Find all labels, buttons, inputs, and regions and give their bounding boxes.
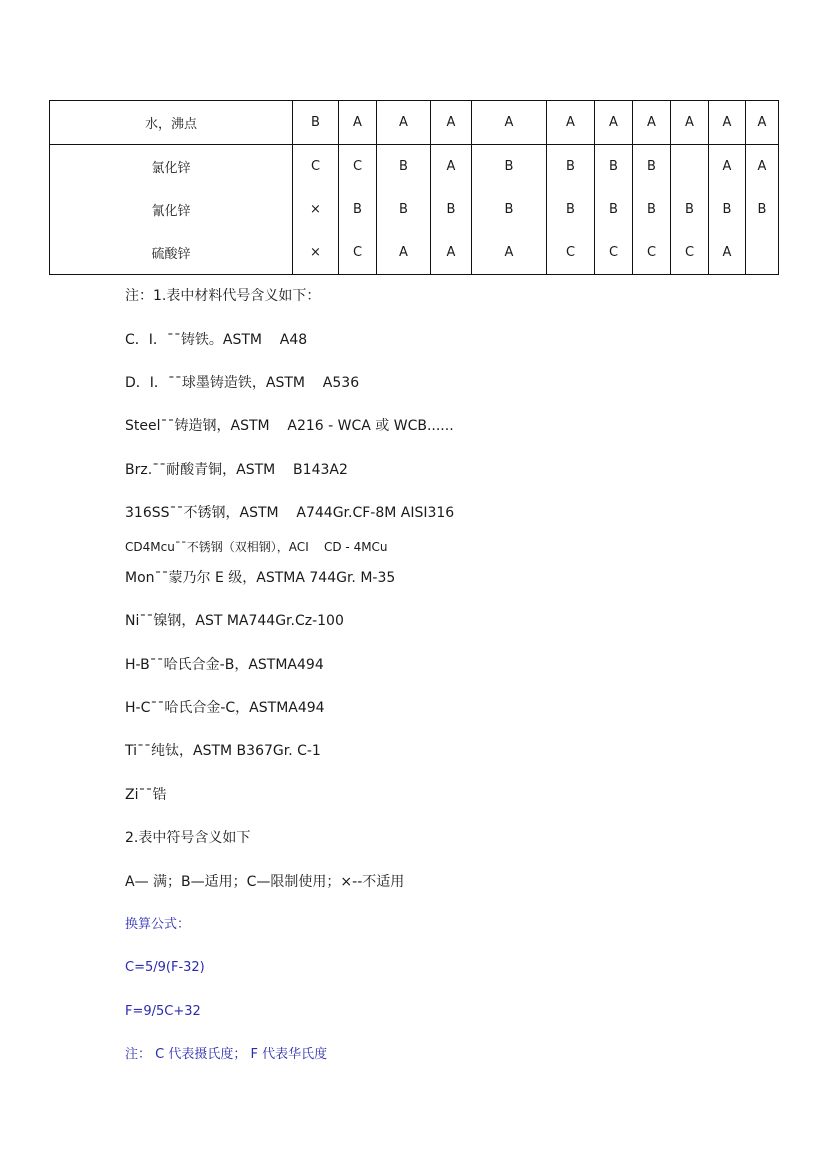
rating-cell: B bbox=[472, 188, 547, 231]
table-row bbox=[50, 101, 779, 145]
formula-celsius: C=5/9(F-32) bbox=[125, 960, 205, 975]
rating-cell: A bbox=[595, 101, 633, 145]
formula-heading: 换算公式： bbox=[125, 917, 191, 932]
rating-cell: B bbox=[547, 145, 595, 189]
table-row bbox=[50, 188, 779, 231]
rating-cell: B bbox=[377, 188, 431, 231]
rating-cell: × bbox=[293, 231, 339, 275]
rating-cell: B bbox=[633, 188, 671, 231]
rating-cell: B bbox=[595, 188, 633, 231]
material-item: Steel¯¯铸造钢，ASTM A216 - WCA 或 WCB...... bbox=[125, 418, 454, 434]
rating-cell: B bbox=[633, 145, 671, 189]
rating-cell: B bbox=[293, 101, 339, 145]
material-item: Brz.¯¯耐酸青铜，ASTM B143A2 bbox=[125, 462, 348, 478]
table-row bbox=[50, 231, 779, 275]
corrosion-table bbox=[49, 100, 779, 275]
formula-fahrenheit: F=9/5C+32 bbox=[125, 1004, 201, 1019]
material-item: H-B¯¯哈氏合金-B，ASTMA494 bbox=[125, 657, 324, 673]
material-item: Zi¯¯锆 bbox=[125, 787, 167, 803]
row-label: 硫酸锌 bbox=[50, 231, 293, 275]
rating-cell: B bbox=[746, 188, 779, 231]
formula-note: 注： C 代表摄氏度； F 代表华氏度 bbox=[125, 1047, 328, 1062]
rating-cell: C bbox=[293, 145, 339, 189]
row-label: 氰化锌 bbox=[50, 188, 293, 231]
rating-cell: A bbox=[431, 145, 472, 189]
rating-cell: A bbox=[472, 101, 547, 145]
material-item: Ni¯¯镍钢，AST MA744Gr.Cz-100 bbox=[125, 613, 344, 629]
rating-cell: A bbox=[746, 101, 779, 145]
rating-cell: C bbox=[671, 231, 709, 275]
rating-cell: A bbox=[709, 231, 746, 275]
material-item: CD4Mcu¯¯不锈钢（双相钢），ACI CD - 4MCu bbox=[125, 540, 388, 554]
rating-cell: B bbox=[671, 188, 709, 231]
rating-cell: A bbox=[671, 101, 709, 145]
rating-cell: B bbox=[377, 145, 431, 189]
material-item: C．I．¯¯铸铁。ASTM A48 bbox=[125, 332, 308, 348]
rating-cell bbox=[746, 231, 779, 275]
rating-cell: C bbox=[595, 231, 633, 275]
rating-cell: B bbox=[709, 188, 746, 231]
rating-cell: C bbox=[339, 145, 377, 189]
rating-cell: A bbox=[377, 101, 431, 145]
rating-cell: A bbox=[377, 231, 431, 275]
rating-cell: A bbox=[431, 101, 472, 145]
rating-cell: B bbox=[547, 188, 595, 231]
rating-cell: A bbox=[709, 101, 746, 145]
rating-cell bbox=[671, 145, 709, 189]
rating-cell: × bbox=[293, 188, 339, 231]
rating-cell: C bbox=[633, 231, 671, 275]
rating-cell: A bbox=[709, 145, 746, 189]
material-item: H-C¯¯哈氏合金-C，ASTMA494 bbox=[125, 700, 325, 716]
rating-cell: A bbox=[547, 101, 595, 145]
rating-cell: C bbox=[339, 231, 377, 275]
rating-cell: A bbox=[472, 231, 547, 275]
material-item: Ti¯¯纯钛，ASTM B367Gr. C-1 bbox=[125, 743, 321, 759]
material-item: D．I．¯¯球墨铸造铁，ASTM A536 bbox=[125, 375, 360, 391]
rating-cell: B bbox=[339, 188, 377, 231]
notes-heading: 注：1.表中材料代号含义如下： bbox=[125, 288, 321, 304]
rating-cell: A bbox=[431, 231, 472, 275]
rating-cell: A bbox=[746, 145, 779, 189]
symbols-legend: A— 满；B—适用；C—限制使用；×--不适用 bbox=[125, 874, 405, 890]
material-item: 316SS¯¯不锈钢，ASTM A744Gr.CF-8M AISI316 bbox=[125, 505, 455, 521]
table-row bbox=[50, 145, 779, 189]
material-item: Mon¯¯蒙乃尔 E 级，ASTMA 744Gr. M-35 bbox=[125, 570, 396, 586]
row-label: 氯化锌 bbox=[50, 145, 293, 189]
rating-cell: A bbox=[633, 101, 671, 145]
rating-cell: B bbox=[595, 145, 633, 189]
rating-cell: C bbox=[547, 231, 595, 275]
rating-cell: B bbox=[472, 145, 547, 189]
rating-cell: B bbox=[431, 188, 472, 231]
symbols-heading: 2.表中符号含义如下 bbox=[125, 830, 251, 846]
rating-cell: A bbox=[339, 101, 377, 145]
row-label: 水，沸点 bbox=[50, 101, 293, 145]
